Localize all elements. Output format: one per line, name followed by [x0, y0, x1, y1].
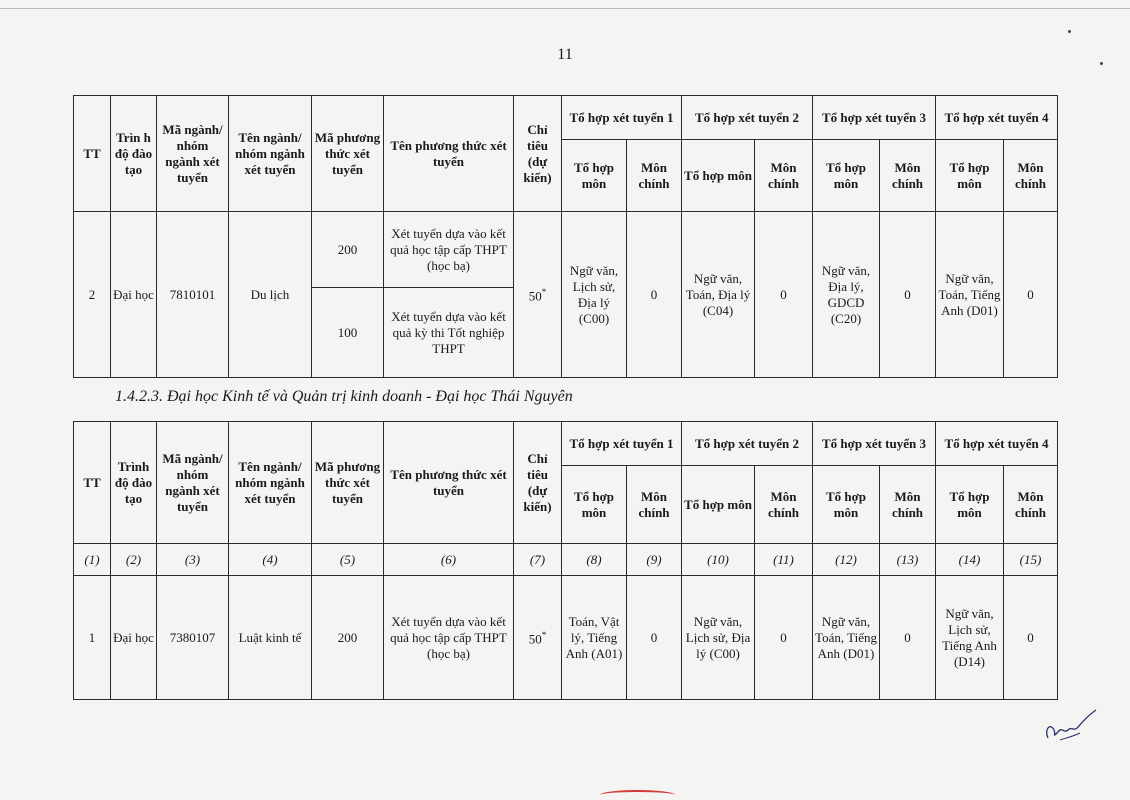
header-major-name: Tên ngành/ nhóm ngành xét tuyển [229, 422, 312, 544]
row-tt: 2 [74, 212, 111, 378]
row-major-code: 7380107 [157, 576, 229, 700]
column-number: (10) [682, 544, 755, 576]
header-method-code: Mã phương thức xét tuyển [312, 96, 384, 212]
row-combo-3: Ngữ văn, Địa lý, GDCD (C20) [813, 212, 880, 378]
subheader-main: Môn chính [880, 140, 936, 212]
subheader-main: Môn chính [627, 140, 682, 212]
subheader-combo: Tổ hợp môn [936, 466, 1004, 544]
header-combo-2: Tổ hợp xét tuyển 2 [682, 422, 813, 466]
header-level: Trình độ đào tạo [111, 422, 157, 544]
row-main-3: 0 [880, 212, 936, 378]
column-number: (6) [384, 544, 514, 576]
row-combo-1: Toán, Vật lý, Tiếng Anh (A01) [562, 576, 627, 700]
subheader-main: Môn chính [755, 140, 813, 212]
row-main-1: 0 [627, 576, 682, 700]
column-number: (8) [562, 544, 627, 576]
row-main-4: 0 [1004, 576, 1058, 700]
row-combo-4: Ngữ văn, Toán, Tiếng Anh (D01) [936, 212, 1004, 378]
header-level: Trìn h độ đào tạo [111, 96, 157, 212]
subheader-main: Môn chính [627, 466, 682, 544]
header-method-name: Tên phương thức xét tuyển [384, 422, 514, 544]
column-number: (14) [936, 544, 1004, 576]
row-combo-4: Ngữ văn, Lịch sử, Tiếng Anh (D14) [936, 576, 1004, 700]
page-number: 11 [557, 46, 573, 63]
header-tt: TT [74, 96, 111, 212]
header-quota: Chỉ tiêu (dự kiến) [514, 422, 562, 544]
subheader-main: Môn chính [880, 466, 936, 544]
row-method-code: 100 [312, 288, 384, 378]
header-combo-2: Tổ hợp xét tuyển 2 [682, 96, 813, 140]
subheader-combo: Tổ hợp môn [562, 466, 627, 544]
row-method-name: Xét tuyển dựa vào kết quả kỳ thi Tốt nghiệp THPT [384, 288, 514, 378]
row-major-name: Luật kinh tế [229, 576, 312, 700]
row-main-4: 0 [1004, 212, 1058, 378]
row-combo-2: Ngữ văn, Toán, Địa lý (C04) [682, 212, 755, 378]
header-quota: Chỉ tiêu (dự kiến) [514, 96, 562, 212]
row-method-name: Xét tuyển dựa vào kết quả học tập cấp THPT (học bạ) [384, 576, 514, 700]
column-number: (13) [880, 544, 936, 576]
header-major-name: Tên ngành/ nhóm ngành xét tuyển [229, 96, 312, 212]
row-level: Đại học [111, 212, 157, 378]
subheader-main: Môn chính [1004, 140, 1058, 212]
row-major-code: 7810101 [157, 212, 229, 378]
subheader-main: Môn chính [1004, 466, 1058, 544]
column-number: (12) [813, 544, 880, 576]
column-number: (15) [1004, 544, 1058, 576]
scan-edge-line [0, 8, 1130, 9]
column-number: (1) [74, 544, 111, 576]
subheader-combo: Tổ hợp môn [682, 466, 755, 544]
row-method-code: 200 [312, 212, 384, 288]
header-tt: TT [74, 422, 111, 544]
header-combo-3: Tổ hợp xét tuyển 3 [813, 96, 936, 140]
scan-speck [1068, 30, 1071, 33]
admission-table-2 [73, 421, 1058, 700]
row-quota: 50* [514, 576, 562, 700]
section-caption: 1.4.2.3. Đại học Kinh tế và Quản trị kinh doanh - Đại học Thái Nguyên [115, 388, 573, 405]
row-method-name: Xét tuyển dựa vào kết quả học tập cấp THPT (học bạ) [384, 212, 514, 288]
red-stamp-edge [600, 790, 675, 800]
column-number: (7) [514, 544, 562, 576]
column-number: (11) [755, 544, 813, 576]
subheader-main: Môn chính [755, 466, 813, 544]
row-method-code: 200 [312, 576, 384, 700]
row-level: Đại học [111, 576, 157, 700]
column-number: (2) [111, 544, 157, 576]
header-major-code: Mã ngành/ nhóm ngành xét tuyển [157, 422, 229, 544]
row-main-2: 0 [755, 576, 813, 700]
column-number: (3) [157, 544, 229, 576]
admission-table-1 [73, 95, 1058, 378]
subheader-combo: Tổ hợp môn [813, 140, 880, 212]
row-combo-2: Ngữ văn, Lịch sử, Địa lý (C00) [682, 576, 755, 700]
header-major-code: Mã ngành/ nhóm ngành xét tuyển [157, 96, 229, 212]
row-main-2: 0 [755, 212, 813, 378]
subheader-combo: Tổ hợp môn [936, 140, 1004, 212]
scan-speck [1100, 62, 1103, 65]
header-combo-1: Tổ hợp xét tuyển 1 [562, 96, 682, 140]
row-major-name: Du lịch [229, 212, 312, 378]
signature-initials [1040, 700, 1100, 745]
header-combo-4: Tổ hợp xét tuyển 4 [936, 422, 1058, 466]
row-quota: 50* [514, 212, 562, 378]
row-combo-1: Ngữ văn, Lịch sử, Địa lý (C00) [562, 212, 627, 378]
column-number-row [74, 544, 1058, 576]
column-number: (5) [312, 544, 384, 576]
subheader-combo: Tổ hợp môn [813, 466, 880, 544]
row-main-3: 0 [880, 576, 936, 700]
column-number: (4) [229, 544, 312, 576]
column-number: (9) [627, 544, 682, 576]
header-method-code: Mã phương thức xét tuyển [312, 422, 384, 544]
header-method-name: Tên phương thức xét tuyển [384, 96, 514, 212]
header-combo-4: Tổ hợp xét tuyển 4 [936, 96, 1058, 140]
subheader-combo: Tổ hợp môn [562, 140, 627, 212]
header-combo-3: Tổ hợp xét tuyển 3 [813, 422, 936, 466]
row-combo-3: Ngữ văn, Toán, Tiếng Anh (D01) [813, 576, 880, 700]
row-tt: 1 [74, 576, 111, 700]
row-main-1: 0 [627, 212, 682, 378]
header-combo-1: Tổ hợp xét tuyển 1 [562, 422, 682, 466]
subheader-combo: Tổ hợp môn [682, 140, 755, 212]
